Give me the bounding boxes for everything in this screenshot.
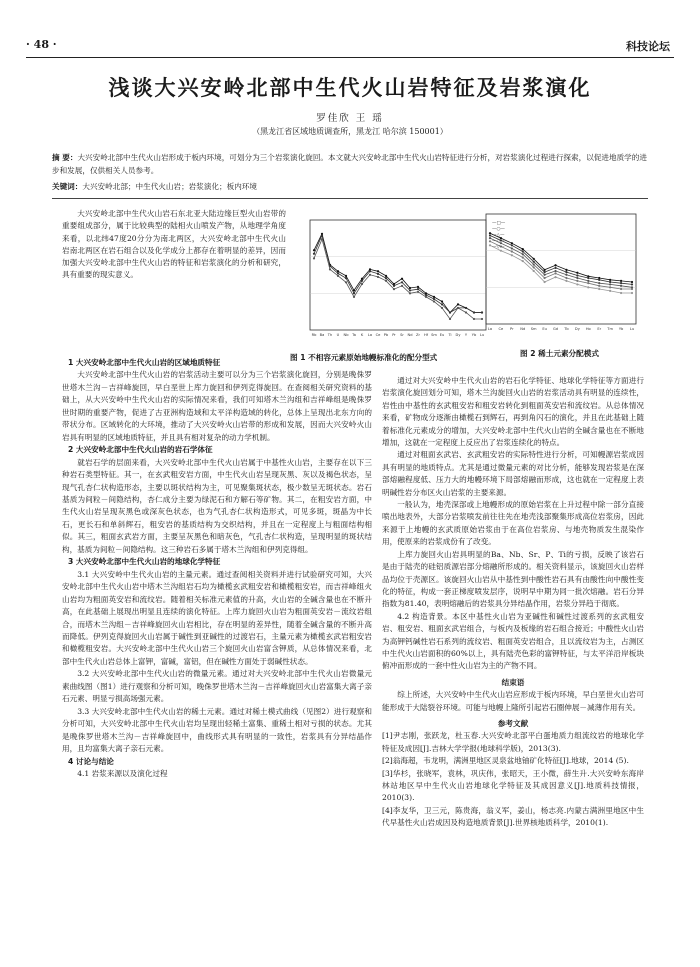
fig1-tick-label: Lu — [479, 333, 485, 337]
body-paragraph: 就岩石学的层面来看，大兴安岭北部中生代火山岩属于中基性火山岩，主要存在以下三种岩石类型特征。其一，在玄武粗安岩方面，中生代火山岩呈现灰黑、灰以及褐色状态，呈现气孔杏仁状构造形态，主要以斑状结构为主，可见聚集斑状态，极少数呈无斑状态。岩石基质为间粒－间隐结构，杏仁成分主要为绿泥石和方解石等矿物。其二，在粗安岩方面，中生代火山岩呈现灰黑色或深灰色状态，也为气孔杏仁状构造形式，可见多斑，斑晶为中长石，更长石和单斜辉石，粗安岩的基质结构为交织结构，并且在一定程度上与粗面结构相似。其三，粗面玄武岩方面，主要呈灰黑色和暗灰色，气孔杏仁状构造，呈现明显的斑状结构，基质为间粒－间隐结构。这三种岩石多属于塔木兰沟组和伊列克得组。 — [62, 457, 372, 554]
fig1-data-point — [401, 285, 403, 287]
fig1-tick-label: Th — [327, 333, 333, 337]
fig2-tick-label: Nd — [520, 327, 526, 331]
fig2-data-point — [565, 269, 567, 271]
fig1-data-point — [393, 285, 395, 287]
fig2-legend-entry: —◇— — [492, 239, 505, 244]
fig1-data-point — [361, 283, 363, 285]
affiliation: （黑龙江省区域地质调查所，黑龙江 哈尔滨 150001） — [252, 127, 448, 136]
fig2-data-point — [565, 277, 567, 279]
fig2-tick-label: Tm — [607, 327, 614, 331]
fig2-data-point — [554, 267, 556, 269]
fig1-data-point — [457, 307, 459, 309]
fig1-data-point — [425, 294, 427, 296]
fig2-data-point — [511, 244, 513, 246]
fig2-tick-label: Er — [597, 327, 602, 331]
body-paragraph: 4.2 构造背景。本区中基性火山岩为亚碱性和碱性过渡系列的玄武粗安岩、粗安岩、粗面玄武岩组合，与板内及板缘的岩石组合接近；中酸性火山岩为高钾钙碱性岩石系列的流纹岩、粗面英安岩组合，且以流纹岩为主，占测区中生代火山岩面积的60%以上，具有陆壳色彩的富钾特征，与太平洋沿岸板块俯冲而形成的一套中性火山岩为主的产物不同。 — [382, 611, 644, 671]
fig1-data-point — [441, 303, 443, 305]
fig1-data-point — [417, 288, 419, 290]
fig1-data-point — [353, 292, 355, 294]
fig1-tick-label: Y — [464, 333, 468, 337]
intro-paragraph: 大兴安岭北部中生代火山岩石东北亚大陆边缘巨型火山岩带的重要组成部分，属于比较典型的陆相火山喷发产物，从地理学角度来看，以北纬47度20分分为南北两区，大兴安岭北部中生代火山岩南北两区在岩石组合以及化学成分上都存在着明显的差异，因而加强大兴安岭北部中生代火山岩的特征和岩浆演化的分析和研究，具有重要的现实意义。 — [62, 209, 286, 280]
fig1-data-point — [385, 280, 387, 282]
fig2-data-point — [522, 260, 524, 262]
reference-item: [2]翁海超，韦龙明，满洲里地区灵泉盆地铀矿化特征[J].地球，2014 (5). — [382, 756, 629, 766]
fig2-data-point — [631, 281, 633, 283]
fig2-data-point — [598, 288, 600, 290]
fig2-tick-label: Eu — [542, 327, 547, 331]
fig2-data-point — [489, 244, 491, 246]
fig1-data-point — [449, 318, 451, 320]
body-paragraph: 大兴安岭北部中生代火山岩的岩浆活动主要可以分为三个岩浆演化旋回，分别是晚侏罗世塔木兰沟－吉祥峰旋回，早白垩世上库力旋回和伊列克得旋回。在查阅相关研究资料的基础上，从大兴安岭中生代火山岩的实际情况来看，我们可知塔木兰沟组和吉祥峰组是晚侏罗世时期的重要产物，促进了古亚洲构造域和太平洋构造域的转化，总体上呈现出北东方向的带状分布。区域转化的大环境，推动了大兴安岭火山岩带的形成和发展，因而大兴安岭火山岩具有明显的区域地质特征，并且具有相对复杂的动力学机制。 — [62, 370, 372, 442]
fig2-data-point — [544, 281, 546, 283]
fig1-data-point — [401, 278, 403, 280]
fig1-series-line-s2 — [314, 235, 482, 312]
fig2-data-point — [544, 277, 546, 279]
fig1-data-point — [393, 288, 395, 290]
fig2-data-point — [489, 232, 491, 234]
fig2-data-point — [587, 286, 589, 288]
body-paragraph: 通过对粗面玄武岩、玄武粗安岩的实际特性进行分析，可知幔源岩浆成因具有明显的地质特点。尤其是通过微量元素的对比分析，能够发现岩浆是在深部熔融程度低、压力大的地幔环境下局部熔融而形成，这也就在一定程度上表明碱性岩分布区火山岩浆的主要来源。 — [382, 450, 644, 497]
fig2-legend-entry: —□— — [492, 221, 506, 226]
fig2-data-point — [576, 280, 578, 282]
fig1-tick-label: Zr — [416, 333, 420, 337]
fig1-data-point — [401, 281, 403, 283]
fig2-data-point — [587, 280, 589, 282]
fig1-data-point — [433, 298, 435, 300]
fig1-data-point — [369, 274, 371, 276]
fig2-data-point — [576, 283, 578, 285]
fig1-tick-label: Dy — [455, 333, 461, 337]
fig2-data-point — [489, 240, 491, 242]
fig1-data-point — [449, 311, 451, 313]
fig2-data-point — [620, 280, 622, 282]
reference-item: [3]华杉，张晓军，袁林，巩庆伟，张昭天，王小微，薛生升.大兴安岭东海岸林站地区早中生代火山岩地球化学特征及其成因意义[J].地质科技情报，2010(3). — [382, 768, 644, 803]
section-heading: 参考文献 — [497, 718, 529, 728]
paper-title: 浅谈大兴安岭北部中生代火山岩特征及岩浆演化 — [108, 76, 592, 100]
body-paragraph: 3.1 大兴安岭中生代火山岩的主量元素。通过查阅相关资料并进行试验研究可知，大兴安岭北部中生代火山岩中塔木兰沟组岩石均为橄榄玄武粗安岩和橄榄粗安岩，而吉祥峰组火山岩均为粗面英安岩和流纹岩。随着相关标准元素值的升高，火山岩的全碱含量也在不断升高，在此基础上展现出明显且连续的演化特征。上库力旋回火山岩为粗面英安岩－流纹岩组合，而塔木兰沟组－吉祥峰旋回火山岩相比，存在明显的差异性，随着全碱含量的不断升高而降低。伊列克得旋回火山岩属于碱性到亚碱性的过渡岩石，主量元素为橄榄玄武岩粗安岩和橄榄粗安岩。大兴安岭北部中生代火山岩三个旋回火山岩富含钾质，从总体情况来看，北部中生代火山岩总体上富钾，富碱，富铝，但在碱性方面处于弱碱性状态。 — [62, 569, 372, 666]
header-rule — [26, 57, 674, 58]
fig1-data-point — [385, 275, 387, 277]
fig1-tick-label: Rb — [311, 333, 317, 337]
fig2-data-point — [489, 234, 491, 236]
journal-name: 科技论坛 — [626, 40, 670, 53]
fig2-data-point — [620, 288, 622, 290]
fig2-data-point — [598, 285, 600, 287]
fig2-data-point — [576, 277, 578, 279]
fig1-tick-label: Ti — [448, 333, 452, 337]
fig2-data-point — [609, 283, 611, 285]
section-heading: 1 大兴安岭北部中生代火山岩的区域地质特征 — [68, 358, 221, 367]
section-heading: 4 讨论与结论 — [68, 756, 114, 766]
abstract-label: 摘 要： — [52, 153, 78, 162]
fig1-data-point — [321, 234, 323, 236]
fig1-tick-label: Sm — [431, 333, 437, 337]
figure-2-chart — [466, 206, 654, 338]
fig2-data-point — [620, 282, 622, 284]
fig1-tick-label: Nd — [407, 333, 413, 337]
fig1-tick-label: Eu — [439, 333, 445, 337]
fig1-data-point — [409, 289, 411, 291]
fig1-data-point — [409, 287, 411, 289]
fig2-legend-entry: —○— — [492, 227, 505, 232]
fig2-data-point — [489, 237, 491, 239]
fig1-series-line-s3 — [314, 239, 482, 319]
fig1-tick-label: Hf — [424, 333, 428, 337]
fig1-data-point — [313, 253, 315, 255]
fig2-data-point — [511, 254, 513, 256]
fig2-data-point — [522, 256, 524, 258]
fig1-data-point — [353, 296, 355, 298]
fig1-tick-label: Ta — [352, 333, 356, 337]
fig2-tick-label: Yb — [618, 327, 624, 331]
fig1-data-point — [369, 268, 371, 270]
fig2-series-line-s5 — [490, 245, 632, 293]
fig2-data-point — [533, 261, 535, 263]
fig2-data-point — [554, 272, 556, 274]
fig2-data-point — [544, 271, 546, 273]
fig2-plot-frame — [486, 214, 636, 324]
fig2-data-point — [576, 274, 578, 276]
fig1-data-point — [441, 300, 443, 302]
fig2-data-point — [511, 242, 513, 244]
fig2-data-point — [544, 269, 546, 271]
fig1-data-point — [377, 273, 379, 275]
left-column — [62, 357, 372, 780]
fig2-tick-label: Sm — [530, 327, 537, 331]
fig2-data-point — [522, 250, 524, 252]
fig1-data-point — [409, 292, 411, 294]
fig2-data-point — [533, 263, 535, 265]
fig1-tick-label: Ce — [375, 333, 381, 337]
fig2-data-point — [565, 280, 567, 282]
fig1-tick-label: La — [367, 333, 373, 337]
fig1-data-point — [321, 238, 323, 240]
fig1-data-point — [433, 296, 435, 298]
fig1-data-point — [337, 275, 339, 277]
fig2-data-point — [620, 285, 622, 287]
fig1-tick-label: Sr — [400, 333, 404, 337]
fig1-data-point — [345, 281, 347, 283]
fig2-legend-entry: —▽— — [492, 245, 505, 250]
section-heading: 2 大兴安岭北部中生代火山岩的岩石学体征 — [68, 445, 213, 455]
fig2-data-point — [631, 283, 633, 285]
fig2-data-point — [587, 282, 589, 284]
fig1-data-point — [361, 280, 363, 282]
fig1-series-line-s1 — [314, 234, 482, 313]
fig1-data-point — [345, 277, 347, 279]
fig2-data-point — [533, 266, 535, 268]
fig1-data-point — [313, 249, 315, 251]
fig2-series-line-s1 — [490, 233, 632, 282]
body-paragraph: 4.1 岩浆来源以及演化过程 — [77, 768, 168, 778]
figure-1-caption: 图 1 不相容元素原始地幔标准化的配分型式 — [290, 353, 438, 362]
fig1-data-point — [329, 268, 331, 270]
fig1-data-point — [457, 303, 459, 305]
intro-block — [62, 208, 286, 282]
body-paragraph: 3.2 大兴安岭北部中生代火山岩的微量元素。通过对大兴安岭北部中生代火山岩微量元素曲线图（图1）进行观察和分析可知，晚侏罗世塔木兰沟－吉祥峰旋回火山岩富集大离子亲石元素、明显亏损高场强元素。 — [62, 669, 372, 704]
fig2-data-point — [511, 247, 513, 249]
fig2-data-point — [631, 292, 633, 294]
fig2-data-point — [598, 282, 600, 284]
keywords-label: 关键词： — [52, 182, 83, 191]
fig1-data-point — [313, 257, 315, 259]
authors: 罗佳欣 王 瑶 — [316, 113, 384, 124]
fig2-data-point — [631, 288, 633, 290]
page-number: · 48 · — [26, 38, 57, 51]
fig1-tick-label: Pr — [392, 333, 396, 337]
reference-item: [4]李友华，卫三元，陈贵海，翁义军，姜山，杨志亮.内蒙古满洲里地区中生代早基性火山岩成因及构造地质背景[J].世界核地质科学，2010(1). — [382, 805, 644, 828]
fig2-data-point — [544, 274, 546, 276]
fig2-tick-label: Pr — [510, 327, 514, 331]
fig2-data-point — [533, 258, 535, 260]
fig2-data-point — [609, 281, 611, 283]
fig1-data-point — [425, 296, 427, 298]
fig1-tick-label: Ba — [319, 333, 325, 337]
section-heading: 结束语 — [501, 677, 525, 687]
fig1-tick-label: Yb — [471, 333, 477, 337]
fig1-data-point — [433, 300, 435, 302]
fig1-data-point — [337, 272, 339, 274]
fig1-tick-label: U — [336, 333, 340, 337]
right-column — [382, 375, 644, 830]
section-heading: 3 大兴安岭北部中生代火山岩的地球化学特征 — [68, 557, 221, 567]
fig1-tick-label: K — [360, 333, 364, 337]
fig2-data-point — [533, 270, 535, 272]
fig2-data-point — [609, 286, 611, 288]
reference-item: [1]尹志刚，张跃龙，杜玉春.大兴安岭北部平白蛋地质力组流纹岩的地球化学特征及成因[J].吉林大学学报(地球科学版)，2013(3). — [382, 731, 644, 753]
fig2-legend-entry: —△— — [492, 233, 505, 238]
figure-2-caption: 图 2 稀土元素分配模式 — [520, 349, 599, 358]
fig2-data-point — [565, 274, 567, 276]
fig1-tick-label: Nb — [343, 333, 349, 337]
fig1-data-point — [377, 276, 379, 278]
fig1-data-point — [345, 275, 347, 277]
fig2-data-point — [598, 277, 600, 279]
fig2-data-point — [554, 264, 556, 266]
fig2-data-point — [554, 270, 556, 272]
fig2-data-point — [554, 276, 556, 278]
fig2-tick-label: Lu — [629, 327, 635, 331]
body-paragraph: 上库力旋回火山岩具明显的Ba、Nb、Sr、P、Ti的亏损，反映了该岩石是由于陆壳的硅铝质源岩部分熔融所形成的。相关资料显示，该旋回火山岩样品均位于壳源区。该旋回火山岩从中基性到中酸性岩石具有由酸性向中酸性变化的特征，构成一套正梯度喷发层序，说明早中期为同一批次熔融。岩石分异指数为81.40，表明熔融后的岩浆具分异结晶作用，岩浆分异趋于彻底。 — [382, 549, 644, 609]
body-paragraph: 3.3 大兴安岭北部中生代火山岩的稀土元素。通过对稀土模式曲线（见图2）进行观察和分析可知，大兴安岭北部中生代火山岩均呈现出轻稀土富集、重稀土相对亏损的状态。尤其是晚侏罗世塔木兰沟－吉祥峰旋回中，曲线形式具有明显的一致性，岩浆具有分异结晶作用，且均富集大离子亲石元素。 — [62, 706, 372, 754]
fig1-data-point — [441, 307, 443, 309]
fig1-data-point — [337, 270, 339, 272]
fig1-data-point — [377, 270, 379, 272]
keywords — [52, 181, 648, 193]
fig2-data-point — [522, 248, 524, 250]
fig2-data-point — [587, 277, 589, 279]
body-paragraph: 综上所述，大兴安岭中生代火山岩应形成于板内环境，早白垩世火山岩可能形成于大陆裂谷环境。可能与地幔上隆所引起岩石圈伸展－减薄作用有关。 — [382, 690, 644, 712]
fig2-data-point — [511, 250, 513, 252]
body-paragraph: 一般认为，地壳深部或上地幔形成的原始岩浆在上升过程中除一部分直接喷出地表外，大部分岩浆喷发前往往先在地壳浅部聚集形成高位岩浆房，因此来源于上地幔的玄武质原始岩浆由于在高位岩浆房、与地壳物质发生混染作用，使原来的岩浆成份有了改变。 — [382, 500, 644, 547]
abstract-text: 大兴安岭北部中生代火山岩形成于板内环境，可划分为三个岩浆演化旋回。本文就大兴安岭北部中生代火山岩特征进行分析，对岩浆演化过程进行探索，以促进地质学的进步和发展，仅供相关人员参考。 — [52, 153, 647, 175]
fig1-data-point — [417, 286, 419, 288]
body-paragraph: 通过对大兴安岭中生代火山岩的岩石化学特征、地球化学特征等方面进行岩浆演化旋回划分可知，塔木兰沟旋回火山岩的岩浆活动具有明显的连续性，岩性由中基性的玄武粗安岩和粗安岩转化到粗面英安岩和流纹岩。从总体情况来看，矿物成分逐渐由橄榄石到辉石，再到角闪石的演化，并且在此基础上随着标准化元素成分的增加，大兴安岭北部中生代火山岩的全碱含量也在不断地增加，这就在一定程度上反应出了岩浆连续化的特点。 — [382, 376, 644, 448]
fig1-data-point — [369, 270, 371, 272]
fig2-tick-label: Gd — [552, 327, 559, 331]
fig2-data-point — [620, 292, 622, 294]
fig1-tick-label: Pb — [383, 333, 389, 337]
fig2-data-point — [565, 271, 567, 273]
fig2-data-point — [576, 272, 578, 274]
fig2-data-point — [598, 279, 600, 281]
fig2-tick-label: Ce — [498, 327, 504, 331]
fig2-data-point — [609, 279, 611, 281]
fig2-tick-label: Ho — [585, 327, 591, 331]
keywords-text: 大兴安岭北部；中生代火山岩；岩浆演化；板内环境 — [82, 182, 258, 191]
fig2-tick-label: Dy — [574, 327, 580, 331]
fig1-data-point — [385, 277, 387, 279]
fig2-tick-label: La — [487, 327, 493, 331]
abstract — [52, 152, 648, 177]
fig2-tick-label: Tb — [564, 327, 569, 331]
fig1-data-point — [417, 291, 419, 293]
fig2-data-point — [609, 290, 611, 292]
abstract-rule — [52, 198, 648, 199]
fig2-data-point — [522, 253, 524, 255]
